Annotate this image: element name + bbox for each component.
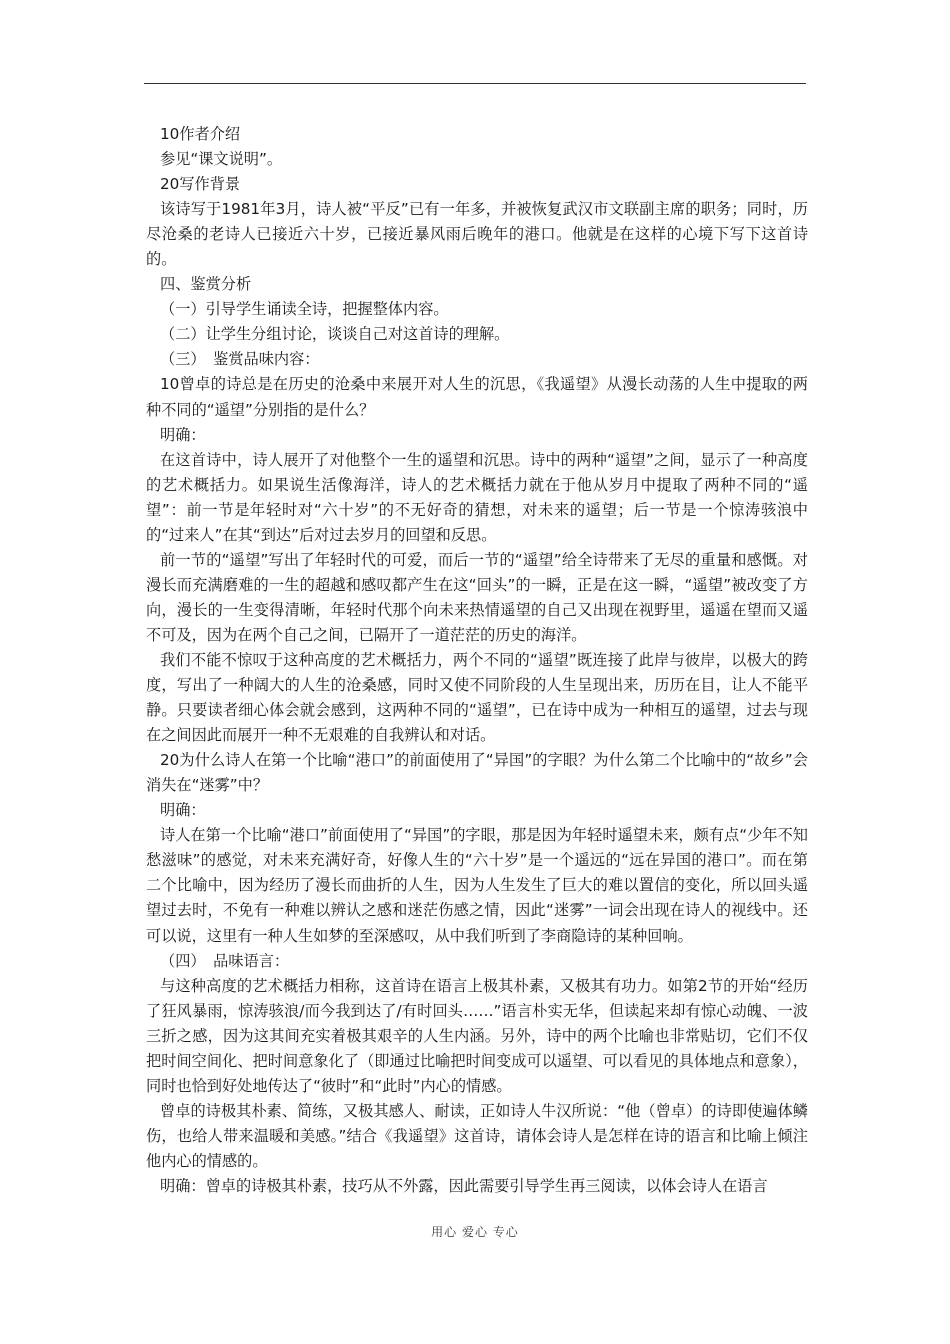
- paragraph: 该诗写于1981年3月，诗人被“平反”已有一年多，并被恢复武汉市文联副主席的职务；同时，历尽沧桑的老诗人已接近六十岁，已接近暴风雨后晚年的港口。他就是在这样的心境下写下这首诗的。: [146, 200, 808, 269]
- paragraph: 我们不能不惊叹于这种高度的艺术概括力，两个不同的“遥望”既连接了此岸与彼岸，以极大的跨度，写出了一种阔大的人生的沧桑感，同时又使不同阶段的人生呈现出来，历历在目，让人不能平静。只要读者细心体会就会感到，这两种不同的“遥望”，已在诗中成为一种相互的遥望，过去与现在之间因此而展开一种不无艰难的自我辨认和对话。: [146, 650, 808, 745]
- paragraph: 参见“课文说明”。: [160, 150, 283, 169]
- paragraph: （一）引导学生诵读全诗，把握整体内容。: [160, 300, 449, 319]
- paragraph: 与这种高度的艺术概括力相称，这首诗在语言上极其朴素，又极其有功力。如第2节的开始“经历了狂风暴雨，惊涛骇浪/而今我到达了/有时回头……”语言朴实无华，但读起来却有惊心动魄、一波三折之感，因为这其间充实着极其艰辛的人生内涵。另外，诗中的两个比喻也非常贴切，它们不仅把时间空间化、把时间意象化了（即通过比喻把时间变成可以遥望、可以看见的具体地点和意象），同时也恰到好处地传达了“彼时”和“此时”内心的情感。: [146, 976, 808, 1095]
- paragraph: 明确：: [160, 801, 206, 820]
- page-footer: 用心 爱心 专心: [431, 1225, 519, 1239]
- paragraph: 20写作背景: [160, 175, 241, 194]
- paragraph: 20为什么诗人在第一个比喻“港口”的前面使用了“异国”的字眼？为什么第二个比喻中的“故乡”会消失在“迷雾”中？: [146, 751, 808, 795]
- paragraph: （二）让学生分组讨论，谈谈自己对这首诗的理解。: [160, 325, 510, 344]
- paragraph: 明确：: [160, 425, 206, 444]
- paragraph: 10曾卓的诗总是在历史的沧桑中来展开对人生的沉思，《我遥望》从漫长动荡的人生中提取的两种不同的“遥望”分别指的是什么？: [146, 375, 808, 419]
- paragraph: （四） 品味语言：: [160, 951, 290, 970]
- paragraph: 明确：曾卓的诗极其朴素，技巧从不外露，因此需要引导学生再三阅读，以体会诗人在语言: [160, 1176, 768, 1195]
- paragraph: 曾卓的诗极其朴素、简练，又极其感人、耐读，正如诗人牛汉所说：“他（曾卓）的诗即使遍体鳞伤，也给人带来温暖和美感。”结合《我遥望》这首诗，请体会诗人是怎样在诗的语言和比喻上倾注他内心的情感的。: [146, 1101, 808, 1170]
- header-rule: [144, 83, 806, 84]
- paragraph: （三） 鉴赏品味内容：: [160, 350, 320, 369]
- document-body: [146, 122, 808, 1199]
- paragraph: 诗人在第一个比喻“港口”前面使用了“异国”的字眼，那是因为年轻时遥望未来，颇有点“少年不知愁滋味”的感觉，对未来充满好奇，好像人生的“六十岁”是一个遥远的“远在异国的港口”。而在第二个比喻中，因为经历了漫长而曲折的人生，因为人生发生了巨大的难以置信的变化，所以回头遥望过去时，不免有一种难以辨认之感和迷茫伤感之情，因此“迷雾”一词会出现在诗人的视线中。还可以说，这里有一种人生如梦的至深感叹，从中我们听到了李商隐诗的某种回响。: [146, 826, 808, 945]
- paragraph: 前一节的“遥望”写出了年轻时代的可爱，而后一节的“遥望”给全诗带来了无尽的重量和感慨。对漫长而充满磨难的一生的超越和感叹都产生在这“回头”的一瞬，正是在这一瞬，“遥望”被改变了方向，漫长的一生变得清晰，年轻时代那个向未来热情遥望的自己又出现在视野里，遥遥在望而又遥不可及，因为在两个自己之间，已隔开了一道茫茫的历史的海洋。: [146, 550, 808, 644]
- section-heading: 四、鉴赏分析: [160, 275, 252, 294]
- paragraph: 10作者介绍: [160, 125, 241, 143]
- paragraph: 在这首诗中，诗人展开了对他整个一生的遥望和沉思。诗中的两种“遥望”之间，显示了一种高度的艺术概括力。如果说生活像海洋，诗人的艺术概括力就在于他从岁月中提取了两种不同的“遥望”：前一节是年轻时对“六十岁”的不无好奇的猜想，对未来的遥望；后一节是一个惊涛骇浪中的“过来人”在其“到达”后对过去岁月的回望和反思。: [146, 450, 808, 544]
